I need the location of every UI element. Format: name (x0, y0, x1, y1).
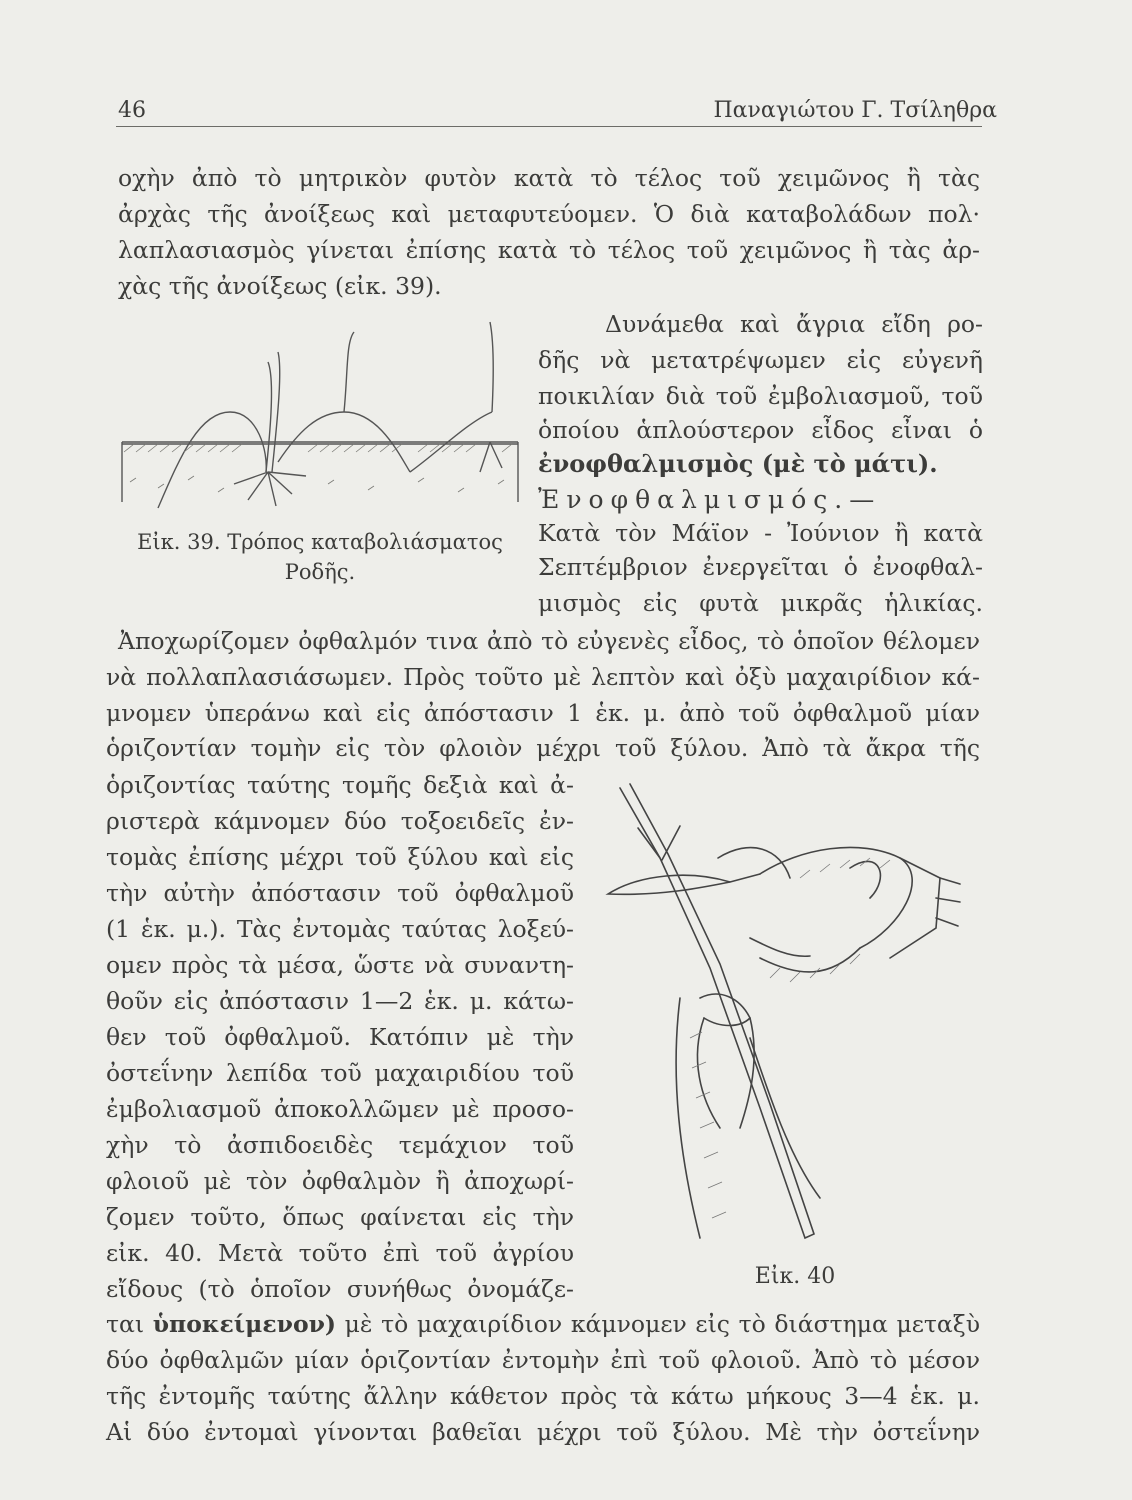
text-line: ποικιλίαν διὰ τοῦ ἐμβολιασμοῦ, τοῦ (538, 382, 983, 410)
text-line: χὴν τὸ ἀσπιδοειδὲς τεμάχιον τοῦ (106, 1131, 574, 1159)
text-line: οχὴν ἀπὸ τὸ μητρικὸν φυτὸν κατὰ τὸ τέλος τοῦ χειμῶνος ἢ τὰς (118, 164, 980, 192)
text-line: εἴδους (τὸ ὁποῖον συνήθως ὀνομάζε- (106, 1275, 574, 1303)
text-line: νὰ πολλαπλασιάσωμεν. Πρὸς τοῦτο μὲ λεπτὸν καὶ ὀξὺ μαχαιρίδιον κά- (106, 663, 980, 691)
text-line: τὴν αὐτὴν ἀπόστασιν τοῦ ὀφθαλμοῦ (106, 879, 574, 907)
text-line: δύο ὀφθαλμῶν μίαν ὁριζοντίαν ἐντομὴν ἐπὶ τοῦ φλοιοῦ. Ἀπὸ τὸ μέσον (106, 1346, 980, 1374)
figure-40-caption: Εἰκ. 40 (754, 1264, 836, 1289)
text-line: λαπλασιασμὸς γίνεται ἐπίσης κατὰ τὸ τέλος τοῦ χειμῶνος ἢ τὰς ἀρ- (118, 236, 980, 264)
text-line: Αἱ δύο ἐντομαὶ γίνονται βαθεῖαι μέχρι τοῦ ξύλου. Μὲ τὴν ὀστεΐνην (106, 1418, 980, 1446)
text-line: χὰς τῆς ἀνοίξεως (εἰκ. 39). (118, 272, 442, 300)
text-line: ομεν πρὸς τὰ μέσα, ὥστε νὰ συναντη- (106, 951, 574, 979)
text-line: Ἀποχωρίζομεν ὀφθαλμόν τινα ἀπὸ τὸ εὐγενὲς εἶδος, τὸ ὁποῖον θέλομεν (118, 627, 980, 655)
text-line: ὁριζοντίας ταύτης τομῆς δεξιὰ καὶ ἀ- (106, 771, 574, 799)
text-segment: ται (106, 1310, 153, 1338)
figure-39-layering-illustration (118, 312, 530, 522)
text-line: (1 ἑκ. μ.). Τὰς ἐντομὰς ταύτας λοξεύ- (106, 915, 574, 943)
figure-39-caption: Εἰκ. 39. Τρόπος καταβολιάσματος (137, 530, 503, 554)
text-line: ὁποίου ἁπλούστερον εἶδος εἶναι ὁ (538, 416, 983, 444)
text-line: ριστερὰ κάμνομεν δύο τοξοειδεῖς ἐν- (106, 807, 574, 835)
text-line: Κατὰ τὸν Μάϊον - Ἰούνιον ἢ κατὰ (538, 519, 983, 547)
bold-term: ἐνοφθαλμισμὸς (μὲ τὸ μάτι). (538, 449, 938, 478)
figure-40-budding-hand-illustration (600, 778, 980, 1258)
text-line: θοῦν εἰς ἀπόστασιν 1—2 ἑκ. μ. κάτω- (106, 987, 574, 1015)
header-rule (116, 126, 982, 127)
text-line: τομὰς ἐπίσης μέχρι τοῦ ξύλου καὶ εἰς (106, 843, 574, 871)
text-line: φλοιοῦ μὲ τὸν ὀφθαλμὸν ἢ ἀποχωρί- (106, 1167, 574, 1195)
text-segment: μὲ τὸ μαχαιρίδιον κάμνομεν εἰς τὸ διάστημα μεταξὺ (336, 1310, 980, 1338)
bold-term: ὑποκείμενον) (152, 1310, 337, 1338)
text-line: ζομεν τοῦτο, ὅπως φαίνεται εἰς τὴν (106, 1203, 574, 1231)
text-line: ἀρχὰς τῆς ἀνοίξεως καὶ μεταφυτεύομεν. Ὁ διὰ καταβολάδων πολ· (118, 200, 980, 228)
text-line: ἐμβολιασμοῦ ἀποκολλῶμεν μὲ προσο- (106, 1095, 574, 1123)
text-line: τῆς ἐντομῆς ταύτης ἄλλην κάθετον πρὸς τὰ κάτω μήκους 3—4 ἑκ. μ. (106, 1382, 980, 1410)
text-line: θεν τοῦ ὀφθαλμοῦ. Κατόπιν μὲ τὴν (106, 1023, 574, 1051)
text-line: ὁριζοντίαν τομὴν εἰς τὸν φλοιὸν μέχρι τοῦ ξύλου. Ἀπὸ τὰ ἄκρα τῆς (106, 734, 980, 762)
text-line (106, 1309, 980, 1339)
text-line: Σεπτέμβριον ἐνεργεῖται ὁ ἐνοφθαλ- (538, 553, 983, 581)
page-number: 46 (118, 98, 146, 123)
section-heading: Ἐνοφθαλμισμός.— (538, 485, 882, 514)
text-line: μισμὸς εἰς φυτὰ μικρᾶς ἡλικίας. (538, 589, 983, 617)
text-line: Δυνάμεθα καὶ ἄγρια εἴδη ρο- (605, 310, 983, 338)
text-line: εἰκ. 40. Μετὰ τοῦτο ἐπὶ τοῦ ἀγρίου (106, 1239, 574, 1267)
text-line: μνομεν ὑπεράνω καὶ εἰς ἀπόστασιν 1 ἑκ. μ. ἀπὸ τοῦ ὀφθαλμοῦ μίαν (106, 699, 980, 727)
text-line: ὀστεΐνην λεπίδα τοῦ μαχαιριδίου τοῦ (106, 1059, 574, 1087)
text-line: δῆς νὰ μετατρέψωμεν εἰς εὐγενῆ (538, 346, 983, 374)
figure-39-caption-cont: Ροδῆς. (284, 560, 356, 584)
running-header-author: Παναγιώτου Γ. Τσίληθρα (713, 98, 997, 123)
